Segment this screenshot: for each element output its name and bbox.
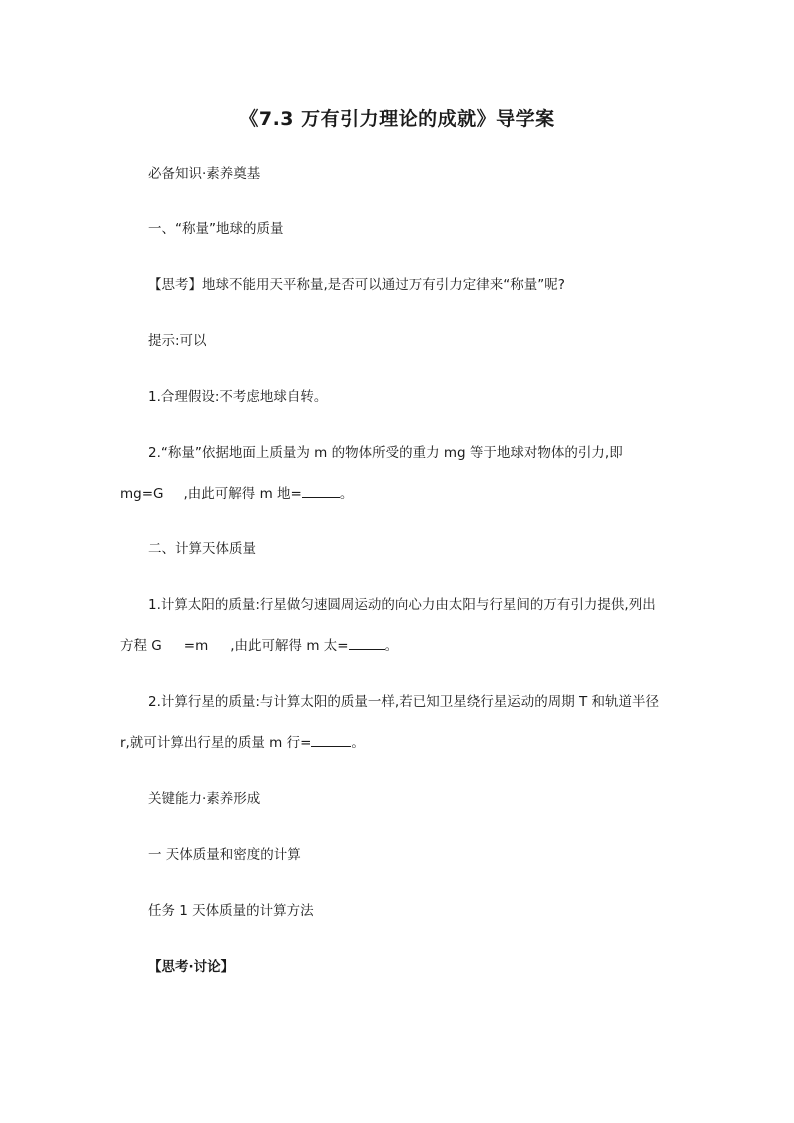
answer-blank-earth-mass[interactable] — [302, 484, 340, 498]
formula-mg-g: mg=G — [120, 486, 164, 502]
heading-celestial-mass: 二、计算天体质量 — [148, 541, 256, 557]
answer-blank-sun-mass[interactable] — [349, 636, 385, 650]
formula-solve-text: ,由此可解得 m 地= — [183, 486, 302, 502]
planet-mass-line2 — [120, 733, 365, 753]
item-basis-line2 — [120, 484, 353, 504]
period-mark: 。 — [384, 638, 399, 654]
think-text: 地球不能用天平称量,是否可以通过万有引力定律来“称量”呢? — [202, 277, 565, 293]
item-assumption: 1.合理假设:不考虑地球自转。 — [148, 389, 328, 405]
planet-mass-line1: 2.计算行星的质量:与计算太阳的质量一样,若已知卫星绕行星运动的周期 T 和轨道半径 — [148, 694, 660, 710]
hint-text: 提示:可以 — [148, 333, 207, 349]
sun-mass-line1: 1.计算太阳的质量:行星做匀速圆周运动的向心力由太阳与行星间的万有引力提供,列出 — [148, 597, 656, 613]
planet-solve-text: r,就可计算出行星的质量 m 行= — [120, 735, 312, 751]
sun-formula-m: =m — [183, 638, 209, 654]
think-paragraph — [148, 275, 565, 295]
period-mark: 。 — [339, 486, 354, 502]
answer-blank-planet-mass[interactable] — [311, 733, 351, 747]
heading-mass-density-calc: 一 天体质量和密度的计算 — [148, 847, 301, 863]
section-header-essential-knowledge: 必备知识·素养奠基 — [148, 166, 261, 182]
task-1-title: 任务 1 天体质量的计算方法 — [148, 903, 314, 919]
period-mark: 。 — [351, 735, 365, 751]
page-title: 《7.3 万有引力理论的成就》导学案 — [239, 108, 555, 130]
think-tag: 【思考】 — [148, 277, 202, 293]
section-header-key-abilities: 关键能力·素养形成 — [148, 791, 261, 807]
sun-formula-g: 方程 G — [120, 638, 162, 654]
item-basis-line1: 2.“称量”依据地面上质量为 m 的物体所受的重力 mg 等于地球对物体的引力,即 — [148, 445, 623, 461]
heading-weigh-earth: 一、“称量”地球的质量 — [148, 221, 284, 237]
discuss-tag: 【思考·讨论】 — [148, 959, 235, 975]
sun-solve-text: ,由此可解得 m 太= — [230, 638, 349, 654]
sun-mass-line2 — [120, 636, 398, 656]
